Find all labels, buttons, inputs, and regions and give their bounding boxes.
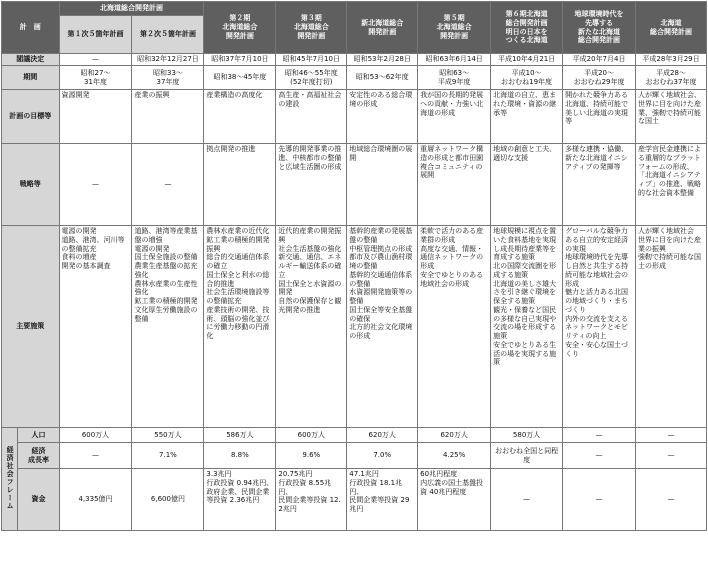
shisaku-cell: 道路、港湾等産業基盤の増強 電源の開発 国土保全施設の整備 農業生産基盤の拡充強化 農林水産業の生産性強化 鉱工業の積極的開発 文化厚生労働施設の整備 bbox=[132, 226, 204, 428]
seicho-cell: 9.6% bbox=[276, 443, 347, 469]
jinko-cell: — bbox=[636, 428, 707, 443]
row-label-shisaku: 主要施策 bbox=[2, 226, 60, 428]
plan-header-9: 北海道 総合開発計画 bbox=[636, 2, 707, 54]
keikaku-header: 計 画 bbox=[2, 2, 60, 54]
row-label-senryaku: 戦略等 bbox=[2, 144, 60, 226]
kikan-cell: 昭和53〜62年度 bbox=[347, 66, 418, 90]
senryaku-cell: 多様な連携・協働、新たな北海道イニシアティブの発揮等 bbox=[563, 144, 636, 226]
seicho-cell: 7.1% bbox=[132, 443, 204, 469]
frame-label-text: 経済社会フレーム bbox=[6, 445, 15, 510]
mokuhyo-cell: 我が国の長期的発展への貢献・力強い北海道の形成 bbox=[418, 90, 491, 144]
shisaku-cell: グローバルな競争力ある自立的安定経済の実現 地球環境時代を先導し自然と共生する持続可能な地域社会の形成 魅力と活力ある北国の地域づくり・まちづくり 内外の交流を支えるネットワークとモビリティの向上 安全・安心な国土づくり bbox=[563, 226, 636, 428]
senryaku-cell: 産学官民金連携による重層的なプラットフォームの形成、「北海道イニシアティブ」の推進、戦略的な社会資本整備 bbox=[636, 144, 707, 226]
seicho-cell: — bbox=[563, 443, 636, 469]
senryaku-cell: — bbox=[132, 144, 204, 226]
kakugi-cell: 昭和63年6月14日 bbox=[418, 54, 491, 66]
kikan-cell: 平成20〜 おおむね29年度 bbox=[563, 66, 636, 90]
seicho-cell: — bbox=[59, 443, 132, 469]
shisaku-cell: 近代的産業の開発振興 社会生活基盤の強化 新交通、通信、エネルギー輸送体系の確立 国土保全と水資源の開発 自然の保護保存と観光開発の推進 bbox=[276, 226, 347, 428]
jinko-cell: 586万人 bbox=[204, 428, 276, 443]
seicho-cell: — bbox=[636, 443, 707, 469]
plan-header-3: 第２期 北海道総合 開発計画 bbox=[204, 2, 276, 54]
seicho-cell: 4.25% bbox=[418, 443, 491, 469]
shisaku-cell: 柔軟で活力のある産業群の形成 高度な交通、情報・通信ネットワークの形成 安全でゆとりのある地域社会の形成 bbox=[418, 226, 491, 428]
mokuhyo-cell: 開かれた競争力ある北海道、持続可能で美しい北海道の実現等 bbox=[563, 90, 636, 144]
plan-header-4: 第３期 北海道総合 開発計画 bbox=[276, 2, 347, 54]
shikin-cell: 3.3兆円 行政投資 0.94兆円、 政府企業、民間企業等投資 2.36兆円 bbox=[204, 469, 276, 531]
kikan-cell: 昭和63〜 平成9年度 bbox=[418, 66, 491, 90]
kakugi-cell: 昭和53年2月28日 bbox=[347, 54, 418, 66]
senryaku-cell: 地域の創意と工夫、適切な支援 bbox=[491, 144, 563, 226]
shisaku-cell: 人が輝く地域社会 世界に目を向けた産業の振興 強靭で持続可能な国土の形成 bbox=[636, 226, 707, 428]
shikin-cell: — bbox=[563, 469, 636, 531]
shisaku-cell: 地球規模に視点を置いた食料基地を実現し成長期待産業等を育成する施策 北の国際交流圏を形成する施策 北海道の美しさ雄大さを引き継ぐ環境を保全する施策 観光・保養など国民の多様な自己実現や交流の場を形成する施策 安全でゆとりある生活の場を実現する施策 bbox=[491, 226, 563, 428]
row-label-mokuhyo: 計画の目標等 bbox=[2, 90, 60, 144]
seicho-cell: おおむね全国と同程度 bbox=[491, 443, 563, 469]
senryaku-cell: 地域総合環境圏の展開 bbox=[347, 144, 418, 226]
kakugi-cell: 昭和37年7月10日 bbox=[204, 54, 276, 66]
shikin-cell: 60兆円程度 内広義の国土基盤投資 40兆円程度 bbox=[418, 469, 491, 531]
plan-group-header: 北海道総合開発計画 bbox=[59, 2, 204, 16]
mokuhyo-cell: 資源開発 bbox=[59, 90, 132, 144]
kikan-cell: 昭和33〜 37年度 bbox=[132, 66, 204, 90]
jinko-cell: 550万人 bbox=[132, 428, 204, 443]
row-label-kakugi: 閣議決定 bbox=[2, 54, 60, 66]
kikan-cell: 昭和27〜 31年度 bbox=[59, 66, 132, 90]
shisaku-cell: 電源の開発 道路、港湾、河川等の整備拡充 食料の増産 開発の基本調査 bbox=[59, 226, 132, 428]
mokuhyo-cell: 高生産・高福祉社会の建設 bbox=[276, 90, 347, 144]
senryaku-cell: — bbox=[59, 144, 132, 226]
senryaku-cell: 拠点開発の推進 bbox=[204, 144, 276, 226]
kakugi-cell: 平成10年4月21日 bbox=[491, 54, 563, 66]
jinko-cell: 580万人 bbox=[491, 428, 563, 443]
plan-header-1: 第１次５箇年計画 bbox=[59, 16, 132, 54]
kikan-cell: 昭和38〜45年度 bbox=[204, 66, 276, 90]
kakugi-cell: 昭和32年12月27日 bbox=[132, 54, 204, 66]
kakugi-cell: 平成28年3月29日 bbox=[636, 54, 707, 66]
jinko-cell: — bbox=[563, 428, 636, 443]
row-label-seicho: 経済 成長率 bbox=[18, 443, 59, 469]
shikin-cell: 47.1兆円 行政投資 18.1兆円、 民間企業等投資 29兆円 bbox=[347, 469, 418, 531]
shikin-cell: 20.75兆円 行政投資 8.55兆円、 民間企業等投資 12.2兆円 bbox=[276, 469, 347, 531]
mokuhyo-cell: 北海道の自立、恵まれた環境・資源の継承等 bbox=[491, 90, 563, 144]
jinko-cell: 620万人 bbox=[418, 428, 491, 443]
row-label-kikan: 期間 bbox=[2, 66, 60, 90]
seicho-cell: 8.8% bbox=[204, 443, 276, 469]
plan-header-8: 地球環境時代を 先導する 新たな北海道 総合開発計画 bbox=[563, 2, 636, 54]
jinko-cell: 600万人 bbox=[59, 428, 132, 443]
kakugi-cell: 平成20年7月4日 bbox=[563, 54, 636, 66]
plan-header-2: 第２次５箇年計画 bbox=[132, 16, 204, 54]
plan-header-6: 第５期 北海道総合 開発計画 bbox=[418, 2, 491, 54]
kikan-cell: 昭和46〜55年度 (52年度打切) bbox=[276, 66, 347, 90]
shikin-cell: 6,600億円 bbox=[132, 469, 204, 531]
kakugi-cell: — bbox=[59, 54, 132, 66]
shikin-cell: — bbox=[636, 469, 707, 531]
mokuhyo-cell: 安定性のある総合環境の形成 bbox=[347, 90, 418, 144]
mokuhyo-cell: 産業の振興 bbox=[132, 90, 204, 144]
shisaku-cell: 基幹的産業の発展基盤の整備 中枢管理拠点の形成 都市及び農山漁村環境の整備 基幹的交通通信体系の整備 水資源開発施策等の整備 国土保全等安全基盤の確保 北方的社会文化環境の形成 bbox=[347, 226, 418, 428]
senryaku-cell: 重層ネットワーク構造の形成と都市田園複合コミュニティの展開 bbox=[418, 144, 491, 226]
shikin-cell: 4,335億円 bbox=[59, 469, 132, 531]
shikin-cell: — bbox=[491, 469, 563, 531]
plan-header-7: 第６期北海道 総合開発計画 明日の日本を つくる北海道 bbox=[491, 2, 563, 54]
mokuhyo-cell: 産業構造の高度化 bbox=[204, 90, 276, 144]
senryaku-cell: 先導的開発事業の推進、中核都市の整備と広域生活圏の形成 bbox=[276, 144, 347, 226]
seicho-cell: 7.0% bbox=[347, 443, 418, 469]
shisaku-cell: 農林水産業の近代化 鉱工業の積極的開発振興 総合的交通通信体系の確立 国土保全と利水の総合的推進 社会生活環境施設等の整備拡充 産業技術の開発、技術、頭脳の強化並びに労働力移動の円滑化 bbox=[204, 226, 276, 428]
row-label-shikin: 資金 bbox=[18, 469, 59, 531]
jinko-cell: 620万人 bbox=[347, 428, 418, 443]
plan-header-5: 新北海道総合 開発計画 bbox=[347, 2, 418, 54]
mokuhyo-cell: 人が輝く地域社会、世界に目を向けた産業、強靭で持続可能な国土 bbox=[636, 90, 707, 144]
hokkaido-plan-table bbox=[1, 1, 707, 531]
kakugi-cell: 昭和45年7月10日 bbox=[276, 54, 347, 66]
row-label-jinko: 人口 bbox=[18, 428, 59, 443]
frame-label bbox=[2, 428, 18, 531]
jinko-cell: 600万人 bbox=[276, 428, 347, 443]
kikan-cell: 平成10〜 おおむね19年度 bbox=[491, 66, 563, 90]
kikan-cell: 平成28〜 おおむね37年度 bbox=[636, 66, 707, 90]
